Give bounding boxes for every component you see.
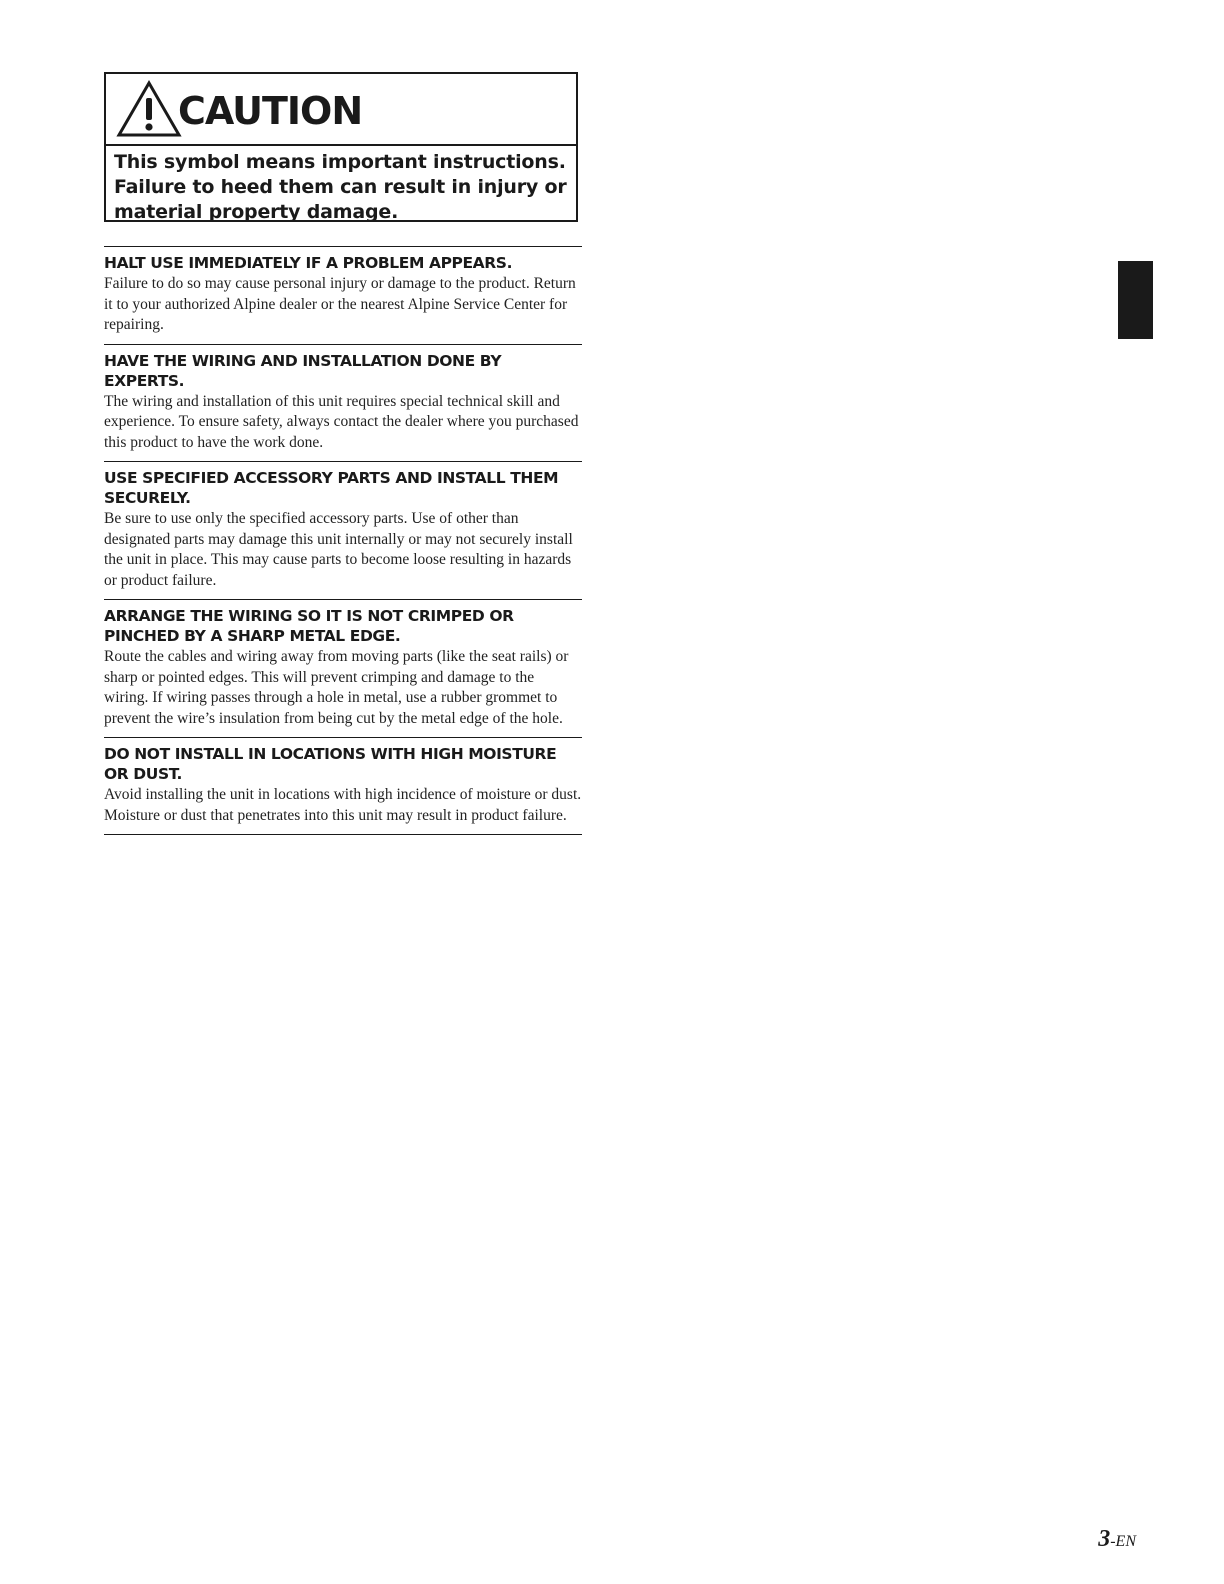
section-title: ARRANGE THE WIRING SO IT IS NOT CRIMPED OR PINCHED BY A SHARP METAL EDGE. bbox=[104, 607, 514, 645]
language-index-tab bbox=[1118, 261, 1153, 339]
section-title: USE SPECIFIED ACCESSORY PARTS AND INSTALL THEM SECURELY. bbox=[104, 469, 559, 507]
section-body: Route the cables and wiring away from moving parts (like the seat rails) or sharp or pointed edges. This will prevent crimping and damage to the wiring. If wiring passes through a hole in metal, use a rubber grommet to prevent the wire’s insulation from being cut by the metal edge of the hole. bbox=[104, 648, 569, 727]
page-number bbox=[1098, 1526, 1136, 1553]
page-number-value: 3 bbox=[1098, 1526, 1111, 1552]
safety-section bbox=[104, 344, 582, 462]
section-title: DO NOT INSTALL IN LOCATIONS WITH HIGH MOISTURE OR DUST. bbox=[104, 745, 557, 783]
page-number-suffix: -EN bbox=[1110, 1533, 1136, 1550]
safety-sections bbox=[104, 246, 582, 835]
warning-triangle-icon bbox=[116, 79, 182, 139]
section-body: The wiring and installation of this unit requires special technical skill and experience. To ensure safety, always contact the dealer where you purchased this product to have the work done. bbox=[104, 392, 579, 451]
caution-header bbox=[106, 74, 576, 146]
caution-box bbox=[104, 72, 578, 222]
caution-description: This symbol means important instructions. Failure to heed them can result in injury or material property damage. bbox=[114, 151, 567, 223]
caution-title: CAUTION bbox=[178, 89, 363, 133]
section-body: Be sure to use only the specified accessory parts. Use of other than designated parts may damage this unit internally or may not securely install the unit in place. This may cause parts to become loose resulting in hazards or product failure. bbox=[104, 510, 573, 589]
section-title: HAVE THE WIRING AND INSTALLATION DONE BY EXPERTS. bbox=[104, 351, 502, 390]
section-body: Failure to do so may cause personal injury or damage to the product. Return it to your authorized Alpine dealer or the nearest Alpine Service Center for repairing. bbox=[104, 275, 576, 333]
safety-section bbox=[104, 737, 582, 835]
section-body: Avoid installing the unit in locations with high incidence of moisture or dust. Moisture or dust that penetrates into this unit may result in product failure. bbox=[104, 786, 582, 824]
section-title: HALT USE IMMEDIATELY IF A PROBLEM APPEARS. bbox=[104, 254, 513, 272]
safety-section bbox=[104, 461, 582, 599]
safety-section bbox=[104, 246, 582, 344]
safety-section bbox=[104, 599, 582, 737]
